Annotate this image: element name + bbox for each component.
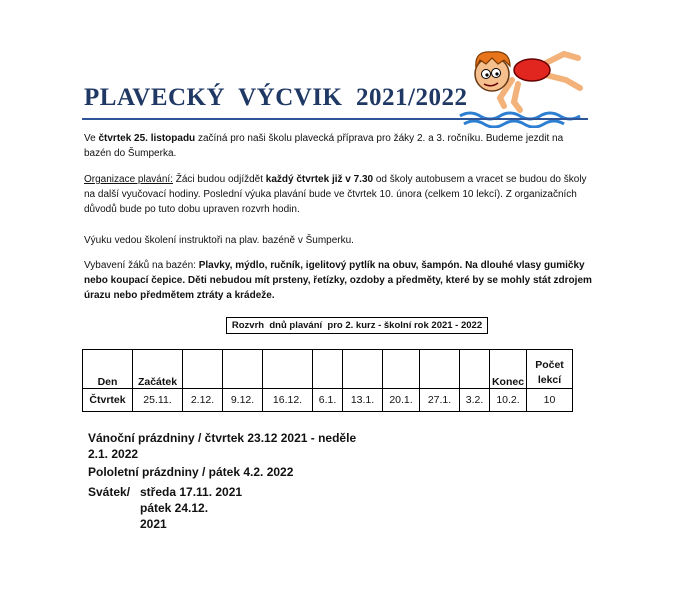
instructors-paragraph: Výuku vedou školení instruktoři na plav. bazéně v Šumperku. bbox=[84, 235, 354, 246]
data-cell: 27.1. bbox=[420, 389, 460, 412]
christmas-holidays: Vánoční prázdniny / čtvrtek 23.12 2021 - neděle 2.1. 2022 bbox=[88, 431, 357, 461]
header-cell: Počet lekcí bbox=[527, 350, 573, 389]
header-cell: Konec bbox=[490, 350, 527, 389]
title-rule bbox=[82, 118, 588, 120]
data-cell: 3.2. bbox=[460, 389, 490, 412]
schedule-header-row bbox=[83, 350, 573, 389]
data-cell: 10.2. bbox=[490, 389, 527, 412]
data-cell: 20.1. bbox=[383, 389, 420, 412]
schedule-caption: Rozvrh dnů plavání pro 2. kurz - školní rok 2021 - 2022 bbox=[226, 317, 488, 334]
data-cell: 13.1. bbox=[343, 389, 383, 412]
organization-label: Organizace plavání: bbox=[84, 174, 173, 185]
header-cell: Začátek bbox=[133, 350, 183, 389]
start-date: čtvrtek 25. listopadu bbox=[98, 133, 196, 144]
data-cell: 2.12. bbox=[183, 389, 223, 412]
header-cell bbox=[383, 350, 420, 389]
schedule-table bbox=[82, 349, 573, 412]
header-cell bbox=[460, 350, 490, 389]
header-cell bbox=[183, 350, 223, 389]
intro-paragraph: Ve čtvrtek 25. listopadu začíná pro naši školu plavecká příprava pro žáky 2. a 3. ročníku. Budeme jezdit na bazén do Šumperka. bbox=[84, 133, 564, 159]
header-cell bbox=[223, 350, 263, 389]
header-cell bbox=[263, 350, 313, 389]
data-cell: 16.12. bbox=[263, 389, 313, 412]
svatek-label: Svátek/ bbox=[88, 485, 131, 499]
data-cell: 6.1. bbox=[313, 389, 343, 412]
schedule-data-row bbox=[83, 389, 573, 412]
organization-paragraph: Organizace plavání: Žáci budou odjíždět každý čtvrtek již v 7.30 od školy autobusem a vracet se budou do školy na další vyučovací hodiny. Poslední výuka plavání bude ve čtvrtek 10. února (celkem 10 lekcí). Z organizačních důvodů bude po tuto dobu upraven rozvrh hodin. bbox=[84, 174, 587, 215]
header-cell bbox=[420, 350, 460, 389]
header-cell bbox=[313, 350, 343, 389]
document-title: PLAVECKÝ VÝCVIK 2021/2022 bbox=[84, 84, 468, 111]
header-cell: Den bbox=[83, 350, 133, 389]
equipment-paragraph: Vybavení žáků na bazén: Plavky, mýdlo, ručník, igelitový pytlík na obuv, šampón. Na dlouhé vlasy gumičky nebo koupací čepice. Děti nebudou mít prsteny, řetízky, ozdoby a předměty, které by se mohly stát zdrojem úrazu nebo předmětem ztráty a krádeže. bbox=[84, 260, 592, 301]
midyear-holidays: Pololetní prázdniny / pátek 4.2. 2022 bbox=[88, 465, 294, 479]
data-cell: 9.12. bbox=[223, 389, 263, 412]
data-cell: 25.11. bbox=[133, 389, 183, 412]
data-cell: 10 bbox=[527, 389, 573, 412]
swimmer-cartoon-icon bbox=[452, 40, 592, 128]
svatek-dates: středa 17.11. 2021 pátek 24.12. 2021 bbox=[140, 485, 243, 531]
header-cell bbox=[343, 350, 383, 389]
data-cell: Čtvrtek bbox=[83, 389, 133, 412]
